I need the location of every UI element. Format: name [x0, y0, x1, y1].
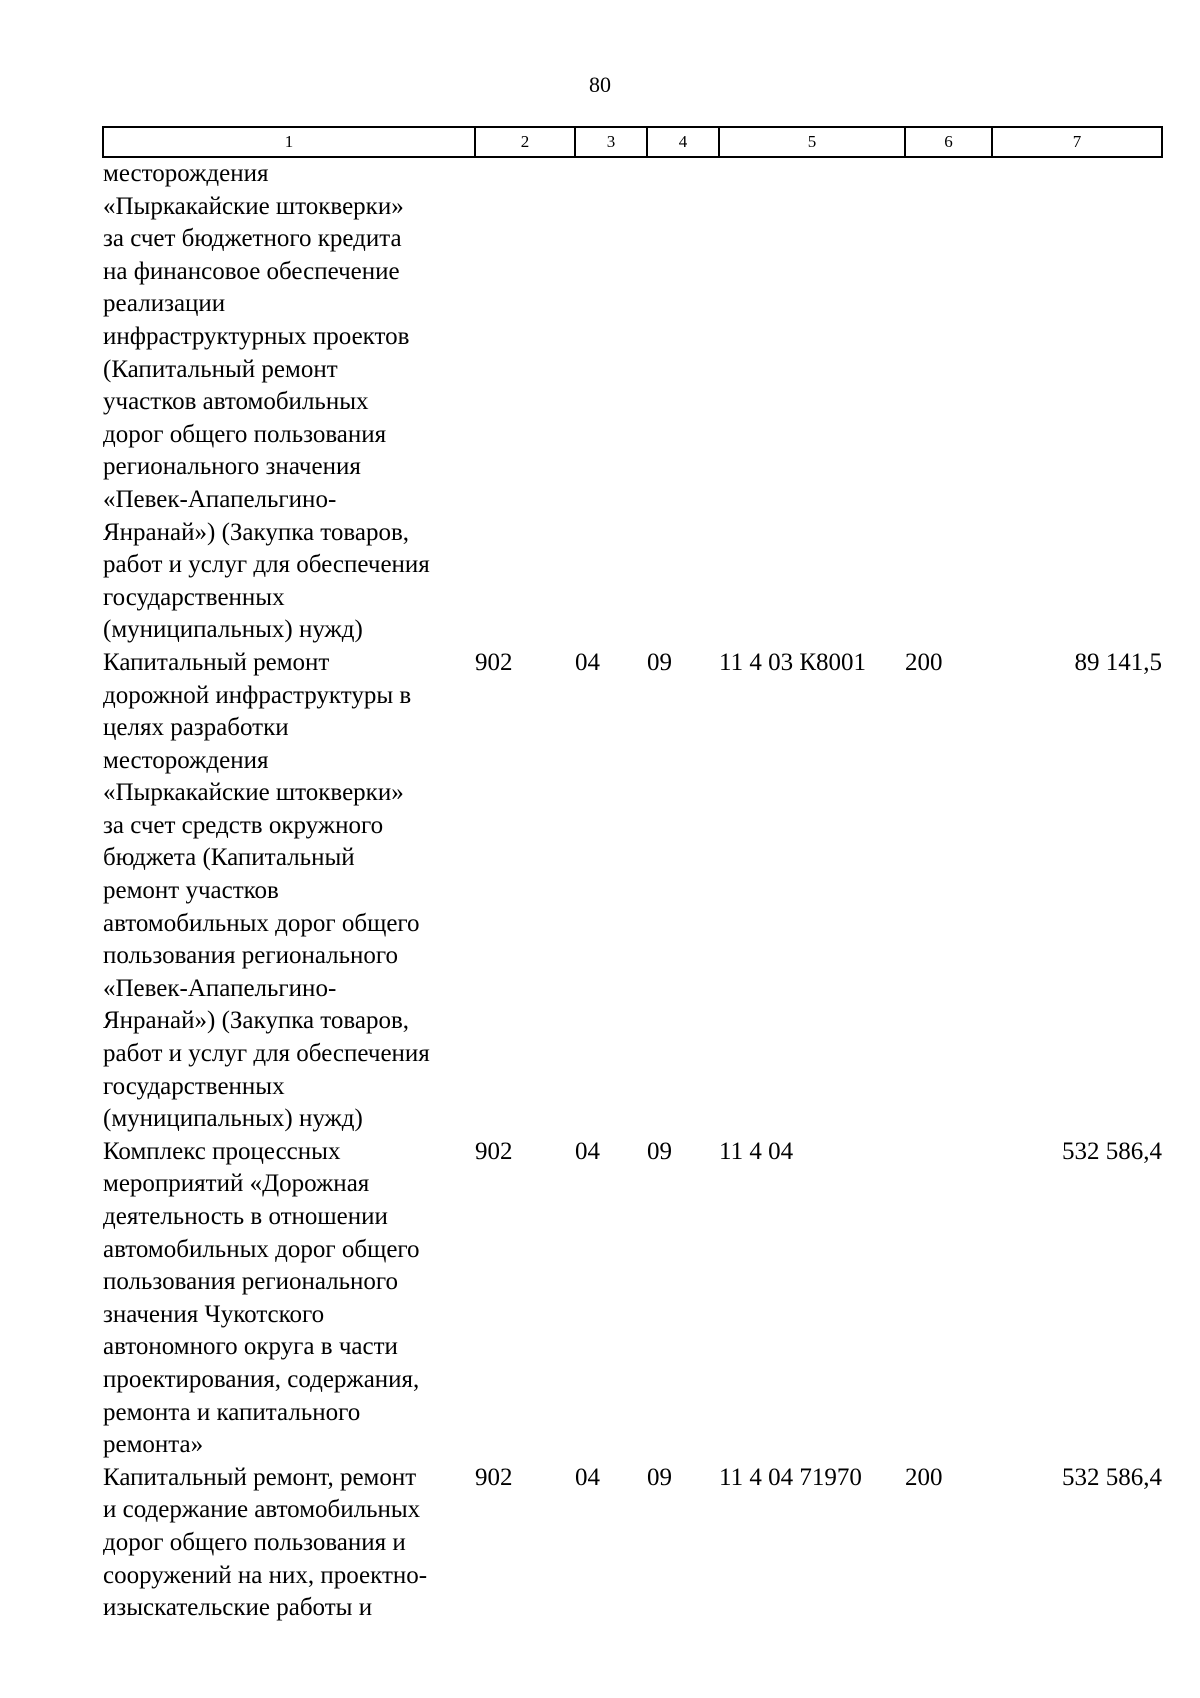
grbs-code-cell: [475, 157, 575, 647]
column-number-row: [103, 127, 1162, 157]
item-name-line: деятельность в отношении: [103, 1203, 388, 1230]
expense-type-cell: 200: [905, 1463, 943, 1491]
item-name-line: (муниципальных) нужд): [103, 616, 363, 644]
table-row: [103, 1136, 1162, 1462]
amount-cell: 89 141,5: [1074, 648, 1162, 676]
column-header: 6: [905, 127, 992, 157]
column-header: 2: [475, 127, 575, 157]
table-row: [103, 157, 1162, 647]
expense-type-cell: [905, 1136, 992, 1462]
subsection-code-cell: 09: [647, 648, 672, 676]
item-name-line: целях разработки: [103, 714, 289, 742]
item-name-line: дорожной инфраструктуры в: [103, 681, 412, 709]
item-name-line: ремонт участков: [103, 877, 279, 905]
item-name-line: пользования регионального: [103, 1268, 399, 1296]
column-header: 4: [647, 127, 719, 157]
column-header: 5: [719, 127, 905, 157]
item-name-line: автономного округа в части: [103, 1333, 398, 1361]
item-name-line: сооружений на них, проектно-: [103, 1561, 428, 1589]
item-name-line: дорог общего пользования и: [103, 1528, 406, 1556]
page-number: 80: [589, 72, 611, 97]
item-name-line: за счет средств окружного: [103, 811, 384, 839]
item-name-line: работ и услуг для обеспечения: [103, 551, 430, 579]
item-name-line: Янранай») (Закупка товаров,: [103, 518, 410, 546]
item-name-line: и содержание автомобильных: [103, 1496, 421, 1524]
item-name-line: на финансовое обеспечение: [103, 257, 400, 285]
item-name-line: изыскательские работы и: [103, 1594, 373, 1622]
item-name-line: автомобильных дорог общего: [103, 1235, 420, 1263]
column-header: 1: [103, 127, 475, 157]
table-body: [103, 157, 1162, 1625]
item-name-line: бюджета (Капитальный: [103, 844, 355, 872]
item-name-cell: [103, 157, 475, 647]
item-name-line: (муниципальных) нужд): [103, 1105, 363, 1133]
item-name-line: работ и услуг для обеспечения: [103, 1040, 430, 1068]
item-name-line: «Певек-Апапельгино-: [103, 974, 337, 1002]
item-name-line: государственных: [103, 583, 285, 611]
grbs-code-cell: 902: [475, 1137, 513, 1165]
item-name-line: дорог общего пользования: [103, 420, 387, 448]
item-name-line: месторождения: [103, 160, 269, 187]
expense-type-cell: 200: [905, 648, 943, 676]
item-name-line: реализации: [103, 290, 226, 318]
item-name-line: участков автомобильных: [103, 388, 369, 416]
target-article-cell: 11 4 04: [719, 1137, 794, 1165]
item-name-line: «Пыркакайские штокверки»: [103, 192, 404, 220]
target-article-cell: 11 4 04 71970: [719, 1463, 862, 1491]
item-name-cell: [103, 647, 475, 1136]
subsection-code-cell: 09: [647, 1137, 672, 1165]
budget-table: [102, 126, 1163, 1625]
item-name-line: ремонта»: [103, 1431, 204, 1459]
item-name-line: месторождения: [103, 746, 269, 774]
item-name-line: автомобильных дорог общего: [103, 909, 420, 937]
item-name-line: за счет бюджетного кредита: [103, 225, 402, 253]
amount-cell: 532 586,4: [1062, 1137, 1162, 1165]
subsection-code-cell: [647, 157, 719, 647]
item-name-line: (Капитальный ремонт: [103, 355, 338, 383]
section-code-cell: 04: [575, 648, 600, 676]
item-name-line: государственных: [103, 1072, 285, 1100]
subsection-code-cell: 09: [647, 1463, 672, 1491]
table-row: [103, 647, 1162, 1136]
amount-cell: [992, 157, 1162, 647]
item-name-line: Комплекс процессных: [103, 1137, 341, 1165]
section-code-cell: [575, 157, 647, 647]
grbs-code-cell: 902: [475, 1463, 513, 1491]
section-code-cell: 04: [575, 1137, 600, 1165]
item-name-line: ремонта и капитального: [103, 1398, 361, 1426]
target-article-cell: [719, 157, 905, 647]
column-header: 3: [575, 127, 647, 157]
item-name-line: «Пыркакайские штокверки»: [103, 779, 404, 807]
item-name-line: Капитальный ремонт: [103, 648, 330, 676]
item-name-cell: [103, 1462, 475, 1625]
expense-type-cell: [905, 157, 992, 647]
item-name-cell: [103, 1136, 475, 1462]
section-code-cell: 04: [575, 1463, 600, 1491]
item-name-line: Янранай») (Закупка товаров,: [103, 1007, 410, 1035]
column-header: 7: [992, 127, 1162, 157]
item-name-line: проектирования, содержания,: [103, 1365, 420, 1393]
item-name-line: регионального значения: [103, 453, 361, 481]
amount-cell: 532 586,4: [1062, 1463, 1162, 1491]
item-name-line: мероприятий «Дорожная: [103, 1170, 370, 1198]
table-row: [103, 1462, 1162, 1625]
item-name-line: «Певек-Апапельгино-: [103, 485, 337, 513]
item-name-line: инфраструктурных проектов: [103, 322, 410, 350]
item-name-line: Капитальный ремонт, ремонт: [103, 1463, 417, 1491]
item-name-line: пользования регионального: [103, 942, 399, 970]
item-name-line: значения Чукотского: [103, 1300, 325, 1328]
grbs-code-cell: 902: [475, 648, 513, 676]
target-article-cell: 11 4 03 К8001: [719, 648, 866, 676]
